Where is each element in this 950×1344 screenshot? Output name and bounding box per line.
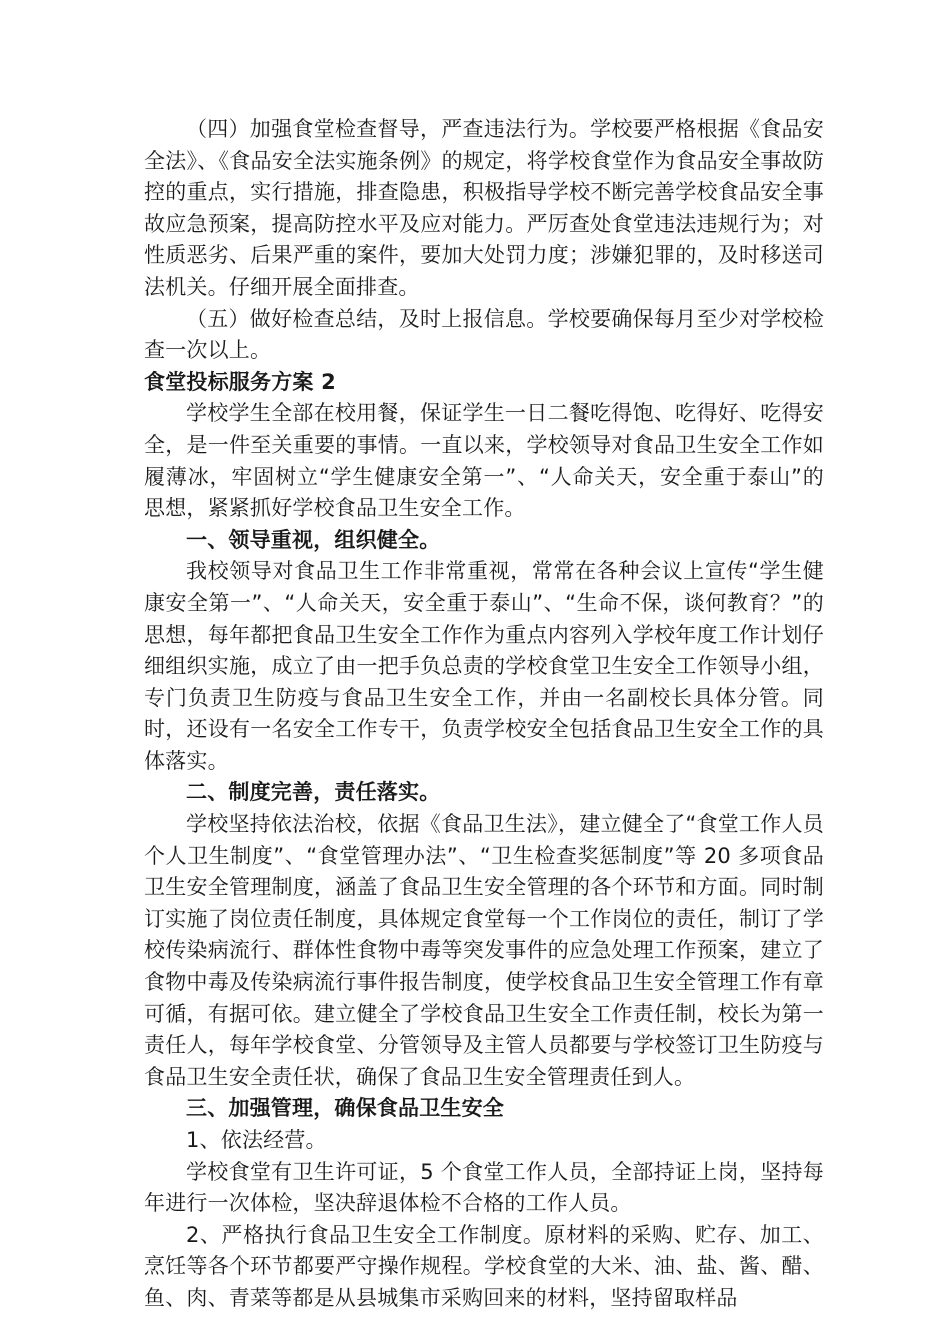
subsection-heading: 一、领导重视，组织健全。 [186,527,441,552]
paragraph: （四）加强食堂检查督导，严查违法行为。学校要严格根据《食品安全法》、《食品安全法实施条例》的规定，将学校食堂作为食品安全事故防控的重点，实行措施，排查隐患，积极指导学校不断完善学校食品安全事故应急预案，提高防控水平及应对能力。严厉查处食堂违法违规行为；对性质恶劣、后果严重的案件，要加大处罚力度；涉嫌犯罪的，及时移送司法机关。仔细开展全面排查。 [144,117,824,299]
subsection-heading: 三、加强管理，确保食品卫生安全 [186,1096,504,1121]
paragraph: 学校学生全部在校用餐，保证学生一日二餐吃得饱、吃得好、吃得安全，是一件至关重要的事情。一直以来，学校领导对食品卫生安全工作如履薄冰，牢固树立“学生健康安全第一”、“人命关天，安全重于泰山”的思想，紧紧抓好学校食品卫生安全工作。 [144,401,824,521]
subsection-heading: 二、制度完善，责任落实。 [186,780,441,805]
section-title: 食堂投标服务方案 2 [144,369,336,394]
paragraph: 1、依法经营。 [186,1128,327,1152]
paragraph: 学校坚持依法治校，依据《食品卫生法》，建立健全了“食堂工作人员个人卫生制度”、“食堂管理办法”、“卫生检查奖惩制度”等 20 多项食品卫生安全管理制度，涵盖了食品卫生安全管理的各个环节和方面。同时制订实施了岗位责任制度，具体规定食堂每一个工作岗位的责任，制订了学校传染病流行、群体性食物中毒等突发事件的应急处理工作预案，建立了食物中毒及传染病流行事件报告制度，使学校食品卫生安全管理工作有章可循，有据可依。建立健全了学校食品卫生安全工作责任制，校长为第一责任人，每年学校食堂、分管领导及主管人员都要与学校签订卫生防疫与食品卫生安全责任状，确保了食品卫生安全管理责任到人。 [144,812,824,1089]
paragraph: 2、严格执行食品卫生安全工作制度。原材料的采购、贮存、加工、烹饪等各个环节都要严守操作规程。学校食堂的大米、油、盐、酱、醋、鱼、肉、青菜等都是从县城集市采购回来的材料，坚持留取样品 [144,1222,824,1310]
document-body [144,114,824,1315]
paragraph: （五）做好检查总结，及时上报信息。学校要确保每月至少对学校检查一次以上。 [144,306,824,363]
paragraph: 学校食堂有卫生许可证，5 个食堂工作人员，全部持证上岗，坚持每年进行一次体检，坚决辞退体检不合格的工作人员。 [144,1159,824,1216]
paragraph: 我校领导对食品卫生工作非常重视，常常在各种会议上宣传“学生健康安全第一”、“人命关天，安全重于泰山”、“生命不保，谈何教育？”的思想，每年都把食品卫生安全工作作为重点内容列入学校年度工作计划仔细组织实施，成立了由一把手负总责的学校食堂卫生安全工作领导小组，专门负责卫生防疫与食品卫生安全工作，并由一名副校长具体分管。同时，还设有一名安全工作专干，负责学校安全包括食品卫生安全工作的具体落实。 [144,559,824,773]
